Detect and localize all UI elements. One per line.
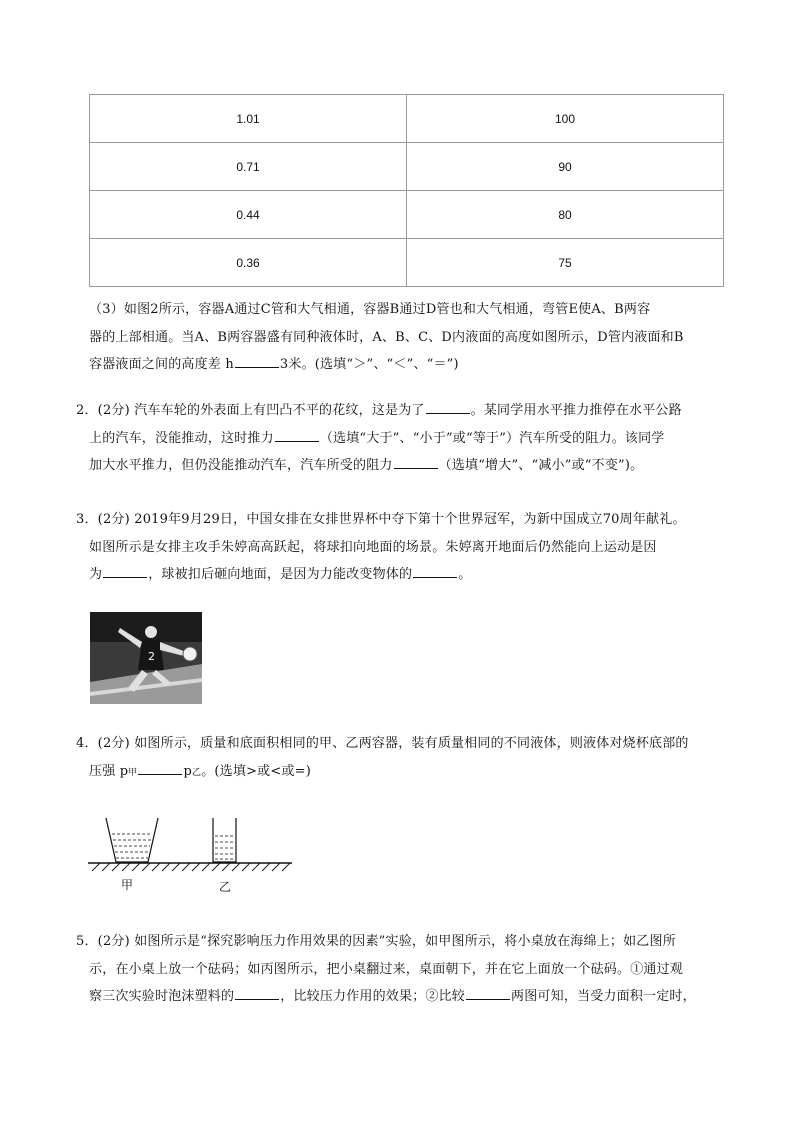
subscript: 乙 <box>192 767 202 778</box>
text-segment: 为 <box>89 567 103 582</box>
text-line <box>76 758 732 788</box>
answer-blank <box>235 355 279 368</box>
text-line <box>76 561 732 589</box>
volleyball-player-photo <box>90 612 202 704</box>
question-4 <box>76 730 732 787</box>
question-1-part-3 <box>89 296 729 379</box>
text-segment: 。某同学用水平推力推停在水平公路 <box>470 403 682 418</box>
label-yi: 乙 <box>219 880 232 894</box>
text-line: 器的上部相通。当A、B两容器盛有同种液体时，A、B、C、D内液面的高度如图所示，D管内液面和B <box>89 329 684 345</box>
text-segment: 两图可知，当受力面积一定时， <box>511 989 696 1004</box>
answer-blank <box>138 762 182 775</box>
table-cell: 80 <box>407 191 724 239</box>
jersey-number: 2 <box>148 650 155 663</box>
table-row <box>90 143 724 191</box>
text-line: 4．(2分) 如图所示，质量和底面积相同的甲、乙两容器，装有质量相同的不同液体，则液体对烧杯底部的 <box>76 736 689 751</box>
text-segment: 上的汽车，没能推动，这时推力 <box>89 430 274 446</box>
text-segment: 容器液面之间的高度差 h <box>89 357 234 372</box>
table-cell: 75 <box>407 239 724 287</box>
text-segment: 察三次实验时泡沫塑料的 <box>89 989 235 1004</box>
text-segment: 。 <box>458 567 472 582</box>
subscript: 甲 <box>128 767 138 778</box>
text-line <box>76 397 732 425</box>
text-segment: ，球被扣后砸向地面，是因为力能改变物体的 <box>148 567 413 582</box>
table-cell: 0.71 <box>90 143 407 191</box>
table-cell: 1.01 <box>90 95 407 143</box>
volleyball-photo-illustration <box>90 612 202 704</box>
text-line: 3．(2分) 2019年9月29日，中国女排在女排世界杯中夺下第十个世界冠军，为新中国成立70周年献礼。 <box>76 512 686 527</box>
text-segment: 。(选填>或<或=) <box>201 763 312 779</box>
answer-blank <box>394 456 438 469</box>
text-segment: p <box>183 763 192 779</box>
answer-blank <box>275 429 319 442</box>
text-segment: 3米。(选填“＞”、“＜”、“＝”) <box>279 357 459 372</box>
text-line <box>89 351 729 379</box>
text-line <box>76 425 732 453</box>
answer-blank <box>466 987 510 1000</box>
table-row <box>90 95 724 143</box>
text-line: 如图所示是女排主攻手朱婷高高跃起，将球扣向地面的场景。朱婷离开地面后仍然能向上运动是因 <box>89 539 657 555</box>
text-line <box>76 983 732 1011</box>
table-cell: 90 <box>407 143 724 191</box>
text-segment: 2．(2分) 汽车车轮的外表面上有凹凸不平的花纹，这是为了 <box>76 403 425 418</box>
question-5 <box>76 928 732 1011</box>
text-line: 5．(2分) 如图所示是“探究影响压力作用效果的因素”实验，如甲图所示，将小桌放在海绵上；如乙图所 <box>76 934 676 949</box>
text-segment: ，比较压力作用的效果；②比较 <box>280 989 466 1004</box>
text-segment: 加大水平推力，但仍没能推动汽车，汽车所受的阻力 <box>89 458 393 473</box>
table-row <box>90 239 724 287</box>
table-row <box>90 191 724 239</box>
text-segment: 压强 p <box>89 763 129 779</box>
answer-blank <box>426 401 470 414</box>
containers-diagram <box>88 812 292 894</box>
containers-figure <box>88 812 292 894</box>
question-3 <box>76 506 732 589</box>
data-table <box>89 94 724 287</box>
answer-blank <box>235 987 279 1000</box>
table-cell: 100 <box>407 95 724 143</box>
text-line: 示，在小桌上放一个砝码；如丙图所示，把小桌翻过来，桌面朝下，并在它上面放一个砝码。①通过观 <box>89 961 684 977</box>
table-cell: 0.36 <box>90 239 407 287</box>
text-line: （3）如图2所示，容器A通过C管和大气相通，容器B通过D管也和大气相通，弯管E使A、B两容 <box>89 302 651 317</box>
answer-blank <box>103 565 147 578</box>
table-cell: 0.44 <box>90 191 407 239</box>
label-jia: 甲 <box>121 878 134 892</box>
question-2 <box>76 397 732 480</box>
text-line <box>76 452 732 480</box>
answer-blank <box>413 565 457 578</box>
text-segment: （选填“大于”、“小于”或“等于”）汽车所受的阻力。该同学 <box>319 430 665 446</box>
text-segment: （选填“增大”、“减小”或“不变”)。 <box>438 458 644 473</box>
